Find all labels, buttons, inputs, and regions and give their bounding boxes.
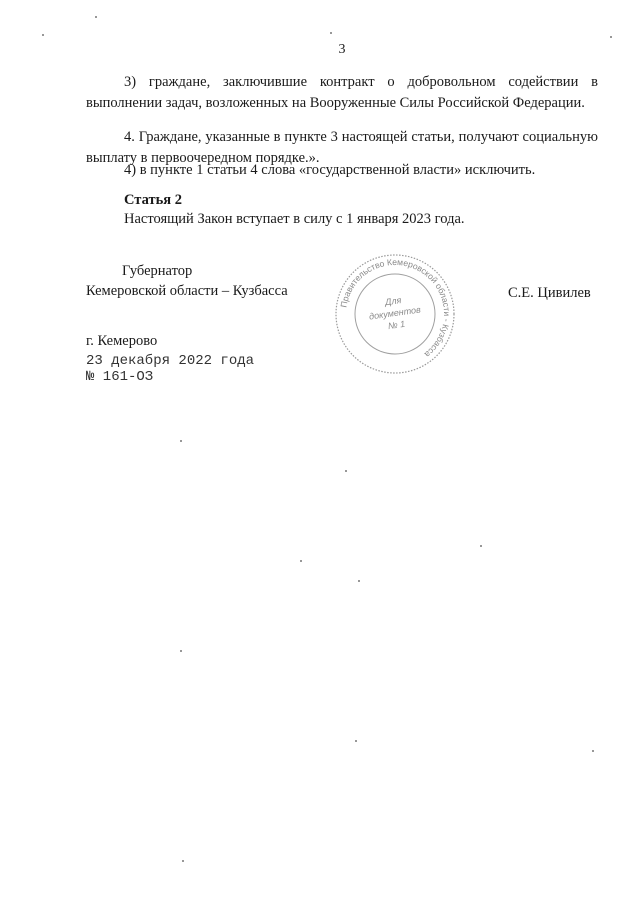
seal-line-3: № 1 <box>387 318 406 332</box>
scan-speck <box>180 650 182 652</box>
article-title: Статья 2 <box>124 192 182 208</box>
law-number: № 161-ОЗ <box>86 369 154 385</box>
paragraph-point-4: 4. Граждане, указанные в пункте 3 настоящей статьи, получают социальную выплату в первоочередном порядке.». <box>86 129 598 166</box>
article-text: Настоящий Закон вступает в силу с 1 января 2023 года. <box>124 211 465 227</box>
paragraph-item-4: 4) в пункте 1 статьи 4 слова «государственной власти» исключить. <box>124 162 536 178</box>
scan-speck <box>480 545 482 547</box>
scan-speck <box>358 580 360 582</box>
scan-speck <box>355 740 357 742</box>
page-number: 3 <box>338 42 346 57</box>
signatory-name: С.Е. Цивилев <box>508 285 591 301</box>
seal-line-2: документов <box>368 304 422 322</box>
governor-region: Кемеровской области – Кузбасса <box>86 283 288 299</box>
signing-date: 23 декабря 2022 года <box>86 353 255 369</box>
seal-ring-text: Правительство Кемеровской области - Кузбасса <box>338 256 453 360</box>
scan-speck <box>95 16 97 18</box>
governor-title: Губернатор <box>122 263 193 279</box>
seal-line-1: Для <box>384 295 402 308</box>
official-seal <box>334 253 456 375</box>
scan-speck <box>182 860 184 862</box>
scan-speck <box>345 470 347 472</box>
signing-city: г. Кемерово <box>86 333 158 349</box>
scan-speck <box>592 750 594 752</box>
paragraph-item-3: 3) граждане, заключившие контракт о добровольном содействии в выполнении задач, возложенных на Вооруженные Силы Российской Федерации. <box>86 74 598 111</box>
scan-speck <box>180 440 182 442</box>
scan-speck <box>300 560 302 562</box>
scan-speck <box>330 32 332 34</box>
scan-speck <box>42 34 44 36</box>
scan-speck <box>610 36 612 38</box>
